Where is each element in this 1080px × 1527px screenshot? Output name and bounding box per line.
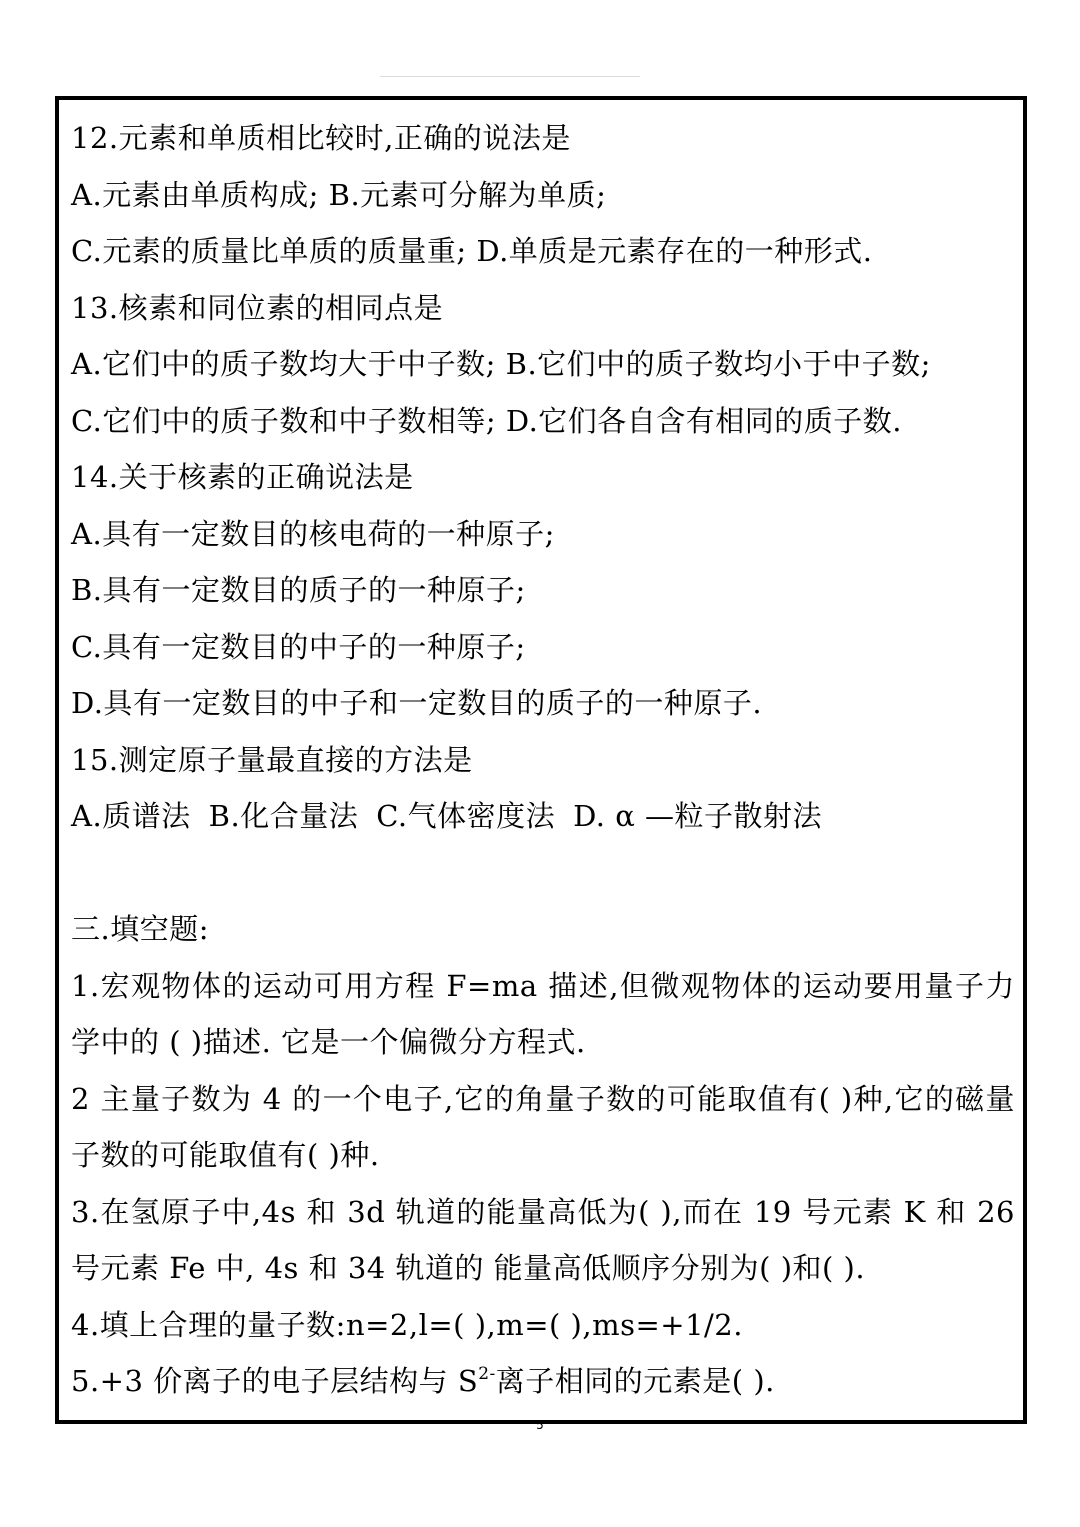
q15-option-b: B.化合量法 — [208, 799, 359, 833]
q14-option-c: C.具有一定数目的中子的一种原子; — [71, 629, 526, 664]
q12-stem: 12.元素和单质相比较时,正确的说法是 — [71, 121, 571, 155]
fill-in-item-4: 4.填上合理的量子数:n=2,l=( ),m=( ),ms=+1/2. — [71, 1307, 743, 1342]
fill-in-item-5-after: 离子相同的元素是( ). — [495, 1364, 775, 1398]
fill-in-item-1: 1.宏观物体的运动可用方程 F=ma 描述,但微观物体的运动要用量子力学中的 ( )描述. 它是一个偏微分方程式. — [71, 968, 1015, 1059]
q14-option-d: D.具有一定数目的中子和一定数目的质子的一种原子. — [71, 686, 763, 720]
q14-option-b: B.具有一定数目的质子的一种原子; — [71, 573, 526, 607]
fill-in-item-2: 2 主量子数为 4 的一个电子,它的角量子数的可能取值有( )种,它的磁量子数的可能取值有( )种. — [71, 1081, 1015, 1172]
q15-option-a: A.质谱法 — [71, 799, 191, 833]
q14-option-a: A.具有一定数目的核电荷的一种原子; — [71, 516, 555, 551]
q13-options-line-1: A.它们中的质子数均大于中子数; B.它们中的质子数均小于中子数; — [71, 347, 931, 381]
section-spacer — [71, 845, 1015, 902]
q14-stem: 14.关于核素的正确说法是 — [71, 460, 414, 494]
fill-in-heading: 三.填空题: — [71, 912, 209, 946]
fill-in-item-5-before: 5.+3 价离子的电子层结构与 S — [71, 1364, 479, 1398]
page-number: 5 — [536, 1418, 544, 1432]
q15-option-c: C.气体密度法 — [376, 799, 556, 833]
question-content — [71, 110, 1015, 1410]
q12-options-line-1: A.元素由单质构成; B.元素可分解为单质; — [71, 177, 607, 212]
sulfide-charge-superscript: 2- — [478, 1364, 496, 1384]
q13-options-line-2: C.它们中的质子数和中子数相等; D.它们各自含有相同的质子数. — [71, 403, 903, 438]
q15-stem: 15.测定原子量最直接的方法是 — [71, 742, 473, 777]
q15-option-d: D. α —粒子散射法 — [573, 799, 823, 833]
fill-in-item-3: 3.在氢原子中,4s 和 3d 轨道的能量高低为( ),而在 19 号元素 K 和 26 号元素 Fe 中, 4s 和 34 轨道的 能量高低顺序分别为( )和( ). — [71, 1194, 1015, 1285]
fill-in-item-5 — [71, 1353, 1015, 1410]
header-rule — [380, 76, 640, 77]
q13-stem: 13.核素和同位素的相同点是 — [71, 290, 444, 325]
q12-options-line-2: C.元素的质量比单质的质量重; D.单质是元素存在的一种形式. — [71, 234, 873, 268]
question-frame — [55, 96, 1027, 1424]
q15-options — [71, 788, 1015, 845]
